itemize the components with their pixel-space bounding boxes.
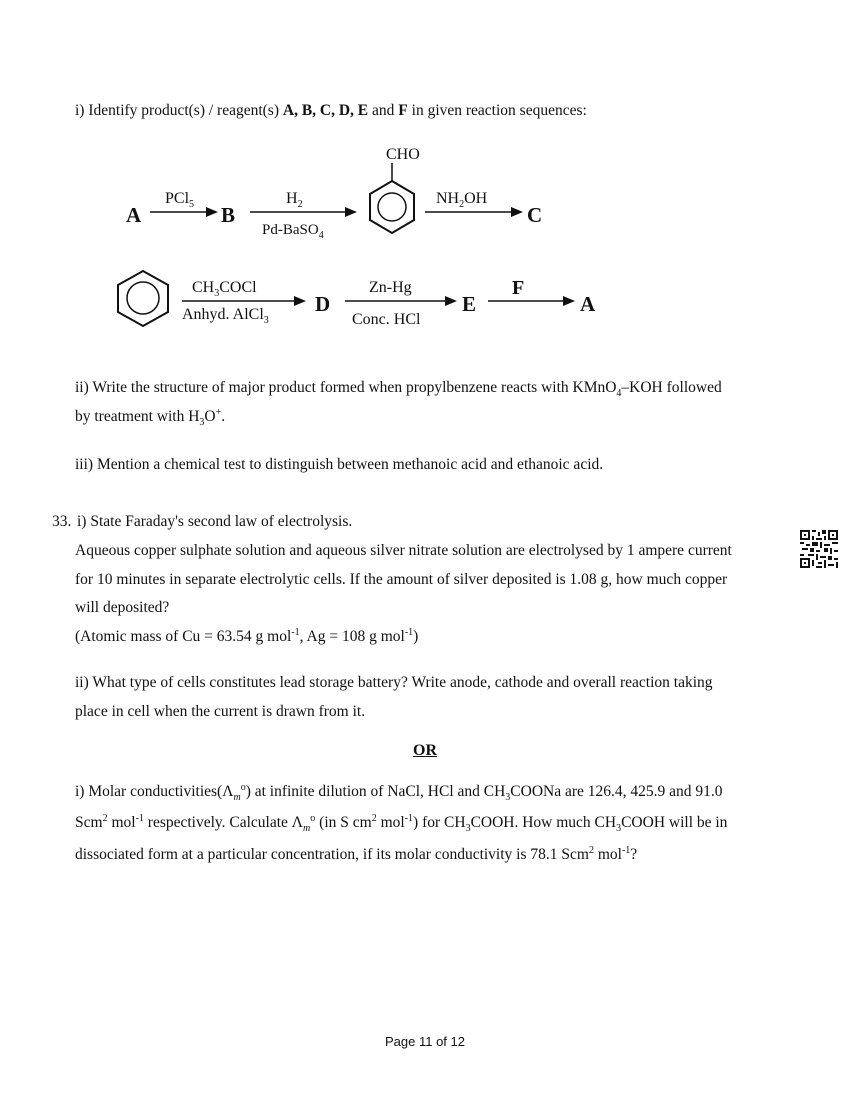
q33-i-line4: will deposited?: [75, 599, 170, 616]
q32-i-prompt: i) Identify product(s) / reagent(s) A, B, C, D, E and F in given reaction sequences:: [75, 102, 587, 119]
q33-ii-line1: ii) What type of cells constitutes lead storage battery? Write anode, cathode and overall reaction taking: [75, 674, 713, 691]
q33-ii-line2: place in cell when the current is drawn from it.: [75, 703, 366, 720]
label-a-final: A: [580, 292, 596, 316]
q33-i-line3: for 10 minutes in separate electrolytic cells. If the amount of silver deposited is 1.08 g, how much copper: [75, 571, 728, 588]
benzene-structure: [118, 271, 168, 326]
q32-ii-line2: by treatment with $H_3O^+$.: [75, 406, 226, 429]
label-e: E: [462, 292, 477, 316]
q33-or-line1: i) Molar $conductivities(\Lambda_m^o)$ at infinite dilution of NaCl, HCl and $CH_3COONa$ are 126.4, 425.9 and 91.0: [75, 781, 723, 804]
reaction-scheme: [0, 0, 850, 360]
reagent-nh2oh: $NH_2OH$: [436, 190, 488, 210]
or-divider: OR: [413, 742, 437, 759]
q33-or-line2: Scm$^2$ mol$^{-1}$ respectively. Calculate $\Lambda_m^o$ (in S $cm^2$ mol$^{-1}$) for $CH_3COOH$. How much $CH_3COOH$ will be in: [75, 812, 728, 835]
reagent-alcl3: Anhyd. AlCl$_3$: [182, 306, 269, 326]
benzaldehyde-structure: [370, 146, 420, 233]
label-b: B: [221, 203, 236, 227]
q33-number: 33.: [52, 513, 72, 530]
page-footer: Page 11 of 12: [385, 1034, 465, 1049]
q33-or-line3: dissociated form at a particular concentration, if its molar conductivity is 78.1 Scm$^2$ mol$^{-1}$?: [75, 844, 638, 863]
q33-i-line5: (Atomic mass of Cu = 63.54 g mol$^{-1}$, Ag = 108 g mol$^{-1}$): [75, 626, 419, 645]
reagent-h2: $H_2$: [286, 190, 303, 210]
q32-iii: iii) Mention a chemical test to distinguish between methanoic acid and ethanoic acid.: [75, 456, 604, 473]
q33-i-line2: Aqueous copper sulphate solution and aqueous silver nitrate solution are electrolysed by 1 ampere current: [75, 542, 732, 559]
svg-text:CHO: CHO: [386, 146, 420, 163]
q33-i-line1: i) State Faraday's second law of electrolysis.: [77, 513, 353, 530]
reagent-zn-hg: Zn-Hg: [369, 279, 412, 296]
label-d: D: [315, 292, 331, 316]
label-c: C: [527, 203, 543, 227]
label-f: F: [512, 277, 525, 299]
reagent-pcl5: PCl$_5$: [165, 190, 195, 210]
q32-ii-line1: ii) Write the structure of major product formed when propylbenzene reacts with KMnO$_4$–KOH followed: [75, 379, 722, 400]
reagent-ch3cocl: $CH_3COCl$: [192, 279, 257, 299]
reagent-conc-hcl: Conc. HCl: [352, 311, 421, 328]
qr-code: [800, 530, 838, 568]
label-a: A: [126, 203, 142, 227]
reagent-pd-baso4: Pd-BaSO$_4$: [262, 222, 324, 241]
